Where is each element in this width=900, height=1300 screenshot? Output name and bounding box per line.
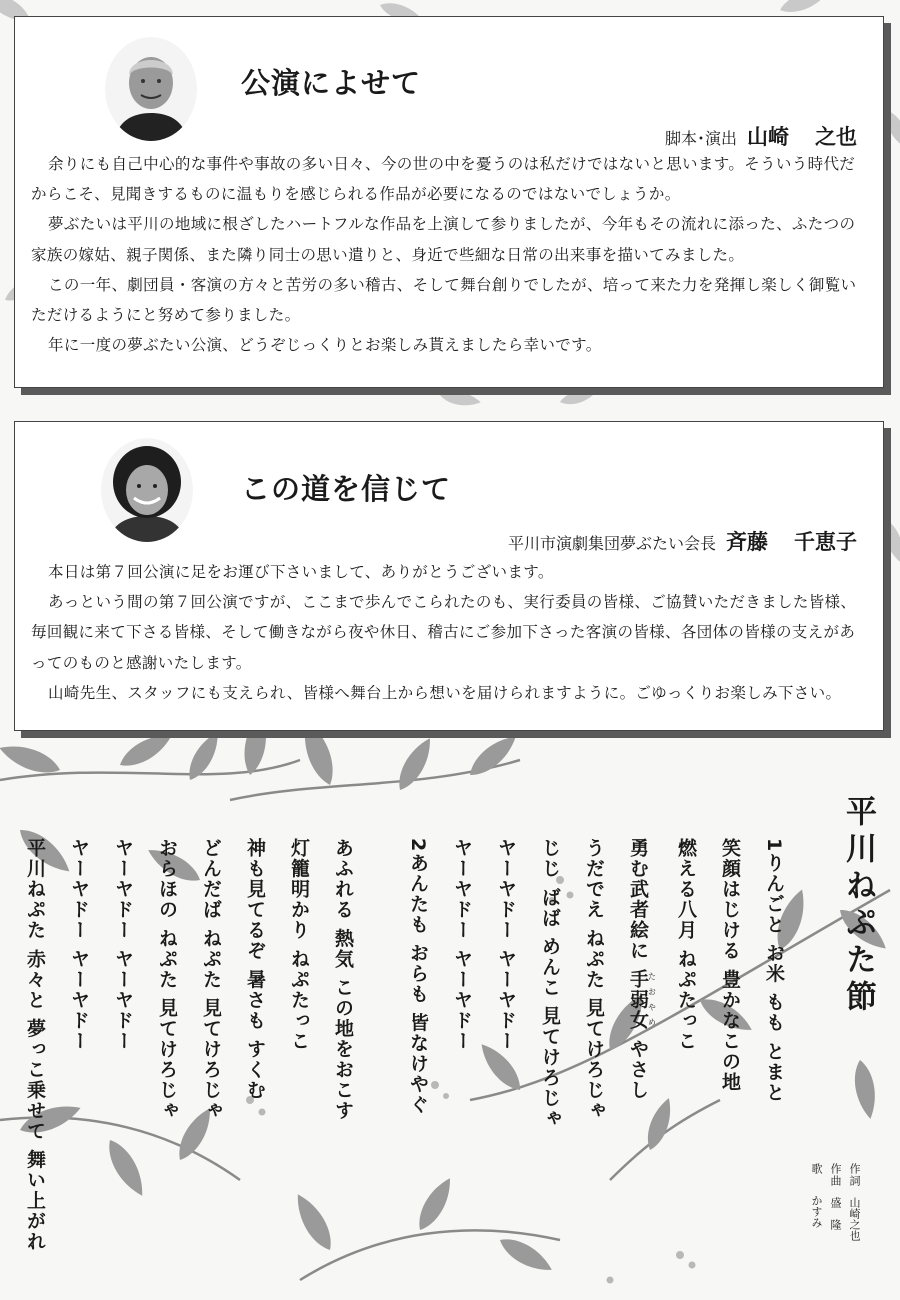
- lyric-line: おらほの ねぷた 見てけろじゃ: [156, 838, 178, 1121]
- lyric-line: じじ ばば めんこ 見てけろじゃ: [539, 838, 561, 1129]
- greeting-title: 公演によせて: [241, 66, 422, 100]
- credit-lyrics: 作詞山崎之也: [848, 1163, 861, 1241]
- song-credits: [805, 1163, 862, 1241]
- credit-music: 作曲盛 隆: [829, 1163, 842, 1230]
- author-name: 山崎 之也: [747, 124, 857, 149]
- credit-vocal: 歌かすみ: [810, 1163, 823, 1228]
- president-portrait: [101, 438, 193, 542]
- greeting-box-president: [14, 421, 884, 731]
- author-role: 平川市演劇集団夢ぶたい会長: [507, 534, 716, 553]
- lyric-line: 燃える八月 ねぷたっこ: [675, 838, 697, 1052]
- lyric-line: 1りんごと お米 もも とまと: [763, 838, 785, 1103]
- greeting-body: [31, 149, 867, 360]
- paragraph: 山崎先生、スタッフにも支えられ、皆様へ舞台上から想いを届けられますように。ごゆっくりお楽しみ下さい。: [48, 683, 842, 702]
- author-name: 斉藤 千恵子: [726, 529, 857, 554]
- paragraph: この一年、劇団員・客演の方々と苦労の多い稽古、そして舞台創りでしたが、培って来た力を発揮し楽しく御覧いただけるようにと努めて参りました。: [31, 275, 857, 325]
- person-portrait-icon: [101, 438, 193, 542]
- lyric-line: 笑顔はじける 豊かなこの地: [719, 838, 741, 1093]
- director-portrait: [105, 37, 197, 141]
- song-title: 平川ねぷた節: [840, 795, 876, 1017]
- lyric-line: うだでえ ねぷた 見てけろじゃ: [583, 838, 605, 1121]
- lyric-line: 神も見てるぞ 暑さも すくむ: [244, 838, 266, 1101]
- lyric-line: 平川ねぷた 赤々と 夢っこ乗せて 舞い上がれ: [24, 838, 46, 1252]
- author-credit: [665, 121, 857, 151]
- lyric-line: あふれる 熱気 この地をおこす: [332, 838, 354, 1121]
- paragraph: 本日は第７回公演に足をお運び下さいまして、ありがとうございます。: [48, 563, 554, 581]
- paragraph: 余りにも自己中心的な事件や事故の多い日々、今の世の中を憂うのは私だけではないと思います。そういう時代だからこそ、見聞きするものに温もりを感じられる作品が必要になるのではないでしょうか。: [31, 155, 856, 204]
- greeting-body: [31, 557, 867, 708]
- lyric-line: ヤーヤドー ヤーヤドー: [495, 838, 517, 1052]
- lyric-line: 灯籠明かり ねぷたっこ: [288, 838, 310, 1052]
- author-role: 脚本･演出: [664, 129, 737, 148]
- lyric-line: ヤーヤドー ヤーヤドー: [68, 838, 90, 1052]
- lyric-line: 勇む武者絵に 手弱女たおやめ やさし: [627, 838, 657, 1101]
- person-portrait-icon: [105, 37, 197, 141]
- paragraph: 夢ぶたいは平川の地域に根ざしたハートフルな作品を上演して参りましたが、今年もその流れに添った、ふたつの家族の嫁姑、親子関係、また隣り同士の思い遣りと、身近で些細な日常の出来事を描いてみました。: [31, 215, 856, 264]
- greeting-box-director: [14, 16, 884, 388]
- paragraph: 年に一度の夢ぶたい公演、どうぞじっくりとお楽しみ貰えましたら幸いです。: [48, 336, 602, 355]
- greeting-title: この道を信じて: [241, 472, 452, 506]
- paragraph: あっという間の第７回公演ですが、ここまで歩んでこられたのも、実行委員の皆様、ご協賛いただきました皆様、毎回観に来て下さる皆様、そして働きながら夜や休日、稽古にご参加下さった客演の皆様、各団体の皆様の支えがあってのものと感謝いたします。: [31, 593, 857, 672]
- lyric-line: ヤーヤドー ヤーヤドー: [451, 838, 473, 1052]
- lyric-line: どんだば ねぷた 見てけろじゃ: [200, 838, 222, 1121]
- author-credit: [508, 526, 857, 556]
- song-lyrics: [0, 838, 788, 1268]
- lyric-line: ヤーヤドー ヤーヤドー: [112, 838, 134, 1052]
- lyric-line: 2あんたも おらも 皆なけやぐ: [407, 838, 429, 1115]
